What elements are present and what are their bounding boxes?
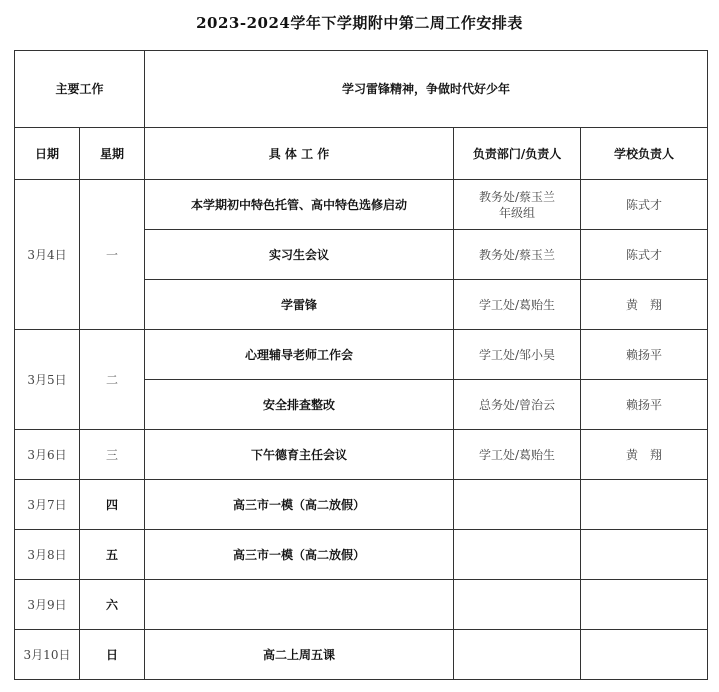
table-row: [15, 580, 708, 630]
dept-text: 总务处/曾治云: [478, 397, 556, 412]
task-cell: 下午德育主任会议: [145, 430, 454, 480]
task-cell: 安全排查整改: [145, 380, 454, 430]
table-row: [15, 330, 708, 380]
weekday-cell: 二: [80, 330, 145, 430]
table-row: [15, 430, 708, 480]
dept-text: 教务处/蔡玉兰: [478, 189, 556, 204]
theme-row: [15, 51, 708, 128]
dept-cell: [454, 530, 581, 580]
col-header-dept: 负责部门/负责人: [454, 128, 581, 180]
dept-text: 学工处/葛贻生: [478, 297, 556, 312]
task-cell: 实习生会议: [145, 230, 454, 280]
school-lead-cell: [581, 580, 708, 630]
date-cell: 3月6日: [15, 430, 80, 480]
school-lead-cell: 陈式才: [581, 230, 708, 280]
date-cell: 3月5日: [15, 330, 80, 430]
dept-cell: [454, 480, 581, 530]
dept-cell: [454, 230, 581, 280]
dept-cell: [454, 330, 581, 380]
dept-cell: [454, 180, 581, 230]
dept-cell: [454, 430, 581, 480]
weekday-cell: 六: [80, 580, 145, 630]
dept-text-secondary: 年级组: [499, 205, 536, 220]
col-header-date: 日期: [15, 128, 80, 180]
weekday-cell: 一: [80, 180, 145, 330]
weekday-cell: 五: [80, 530, 145, 580]
column-header-row: [15, 128, 708, 180]
school-lead-cell: 陈式才: [581, 180, 708, 230]
task-cell: 学雷锋: [145, 280, 454, 330]
school-lead-cell: 黄 翔: [581, 430, 708, 480]
school-lead-cell: [581, 530, 708, 580]
school-lead-cell: [581, 480, 708, 530]
page-title: 2023-2024学年下学期附中第二周工作安排表: [196, 14, 523, 32]
task-cell: [145, 580, 454, 630]
date-cell: 3月8日: [15, 530, 80, 580]
dept-text: 学工处/邹小昊: [478, 347, 556, 362]
task-cell: 心理辅导老师工作会: [145, 330, 454, 380]
date-cell: 3月4日: [15, 180, 80, 330]
dept-cell: [454, 280, 581, 330]
date-cell: 3月10日: [15, 630, 80, 680]
date-cell: 3月7日: [15, 480, 80, 530]
task-cell: 高二上周五课: [145, 630, 454, 680]
theme-text: 学习雷锋精神，争做时代好少年: [145, 51, 708, 128]
col-header-school: 学校负责人: [581, 128, 708, 180]
date-cell: 3月9日: [15, 580, 80, 630]
table-row: [15, 630, 708, 680]
task-cell: 高三市一模（高二放假）: [145, 530, 454, 580]
main-work-label: 主要工作: [15, 51, 145, 128]
dept-cell: [454, 630, 581, 680]
school-lead-cell: [581, 630, 708, 680]
schedule-table: [14, 50, 708, 680]
dept-text: 教务处/蔡玉兰: [478, 247, 556, 262]
table-row: [15, 530, 708, 580]
task-cell: 本学期初中特色托管、高中特色选修启动: [145, 180, 454, 230]
col-header-weekday: 星期: [80, 128, 145, 180]
school-lead-cell: 黄 翔: [581, 280, 708, 330]
task-cell: 高三市一模（高二放假）: [145, 480, 454, 530]
school-lead-cell: 赖扬平: [581, 330, 708, 380]
dept-cell: [454, 380, 581, 430]
weekday-cell: 三: [80, 430, 145, 480]
schedule-body: [15, 51, 708, 680]
school-lead-cell: 赖扬平: [581, 380, 708, 430]
dept-cell: [454, 580, 581, 630]
table-row: [15, 180, 708, 230]
dept-text: 学工处/葛贻生: [478, 447, 556, 462]
table-row: [15, 480, 708, 530]
weekday-cell: 四: [80, 480, 145, 530]
col-header-tasks: 具 体 工 作: [145, 128, 454, 180]
weekday-cell: 日: [80, 630, 145, 680]
